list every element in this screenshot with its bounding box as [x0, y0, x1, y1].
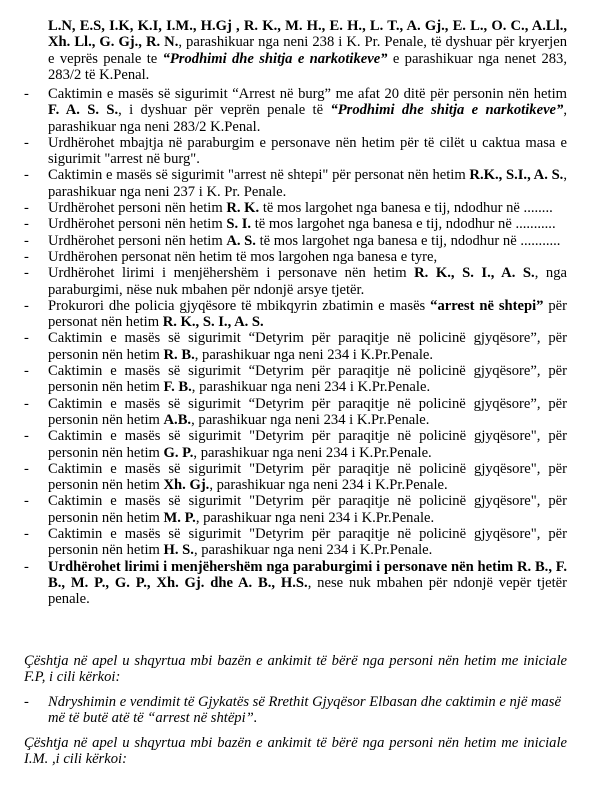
plain-text: , parashikuar nga neni 234 i K.Pr.Penale.: [193, 542, 433, 559]
bold-text: S. I.: [226, 216, 252, 233]
plain-text: , parashikuar nga neni 234 i K.Pr.Penale.: [194, 346, 434, 363]
list-bullet: -: [24, 265, 29, 282]
list-item-text: [48, 461, 567, 494]
list-bullet: -: [24, 493, 29, 510]
plain-text: Caktimin e masës së sigurimit "Detyrim për paraqitje në policinë gjyqësore", për personin nën hetim: [48, 460, 567, 494]
list-bullet: -: [24, 297, 29, 314]
appeal-fp-request-item: [0, 694, 607, 727]
crime-title: “Prodhimi dhe shitja e narkotikeve”: [330, 102, 564, 119]
list-item: [0, 330, 607, 363]
list-bullet: -: [24, 200, 29, 217]
list-item-text: [48, 493, 567, 526]
plain-text: Urdhërohet personi nën hetim: [48, 200, 227, 217]
list-item-text: [48, 200, 567, 216]
bold-text: R. K., S. I., A. S.: [414, 265, 535, 282]
bold-text: H. S.: [163, 542, 194, 559]
plain-text: Caktimin e masës së sigurimit “Detyrim për paraqitje në policinë gjyqësore”, për personin nën hetim: [48, 330, 567, 363]
list-item: [0, 461, 607, 494]
bold-text: “arrest në shtepi”: [430, 297, 544, 314]
list-item-text: [48, 135, 567, 168]
list-bullet: -: [24, 232, 29, 249]
list-bullet: -: [24, 167, 29, 184]
plain-text: Urdhërohen personat nën hetim të mos largohen nga banesa e tyre,: [48, 248, 438, 265]
plain-text: Urdhërohet personi nën hetim: [48, 216, 227, 233]
intro-text-1: , parashikuar nga neni 238 i K. Pr. Penale, të dyshuar për kryerjen e veprës penale te: [48, 34, 567, 67]
plain-text: , i dyshuar për veprën penale të: [118, 102, 331, 119]
crime-title: “Prodhimi dhe shitja e narkotikeve”: [162, 50, 388, 67]
list-item: [0, 216, 607, 232]
plain-text: , parashikuar nga neni 234 i K.Pr.Penale.: [193, 444, 432, 461]
plain-text: për personat nën hetim: [48, 297, 567, 331]
plain-text: Urdhërohet personi nën hetim: [48, 232, 227, 249]
list-item: [0, 200, 607, 216]
intro-text-2: e parashikuar nga nenet 283, 283/2 të K.Penal.: [48, 50, 567, 83]
list-item-text: [48, 559, 567, 608]
plain-text: , nga paraburgimi, nëse nuk mbahen për ndonjë arsye tjetër.: [48, 265, 567, 298]
list-item-text: [48, 167, 567, 200]
plain-text: , parashikuar nga neni 237 i K. Pr. Penale.: [48, 167, 567, 200]
list-bullet: -: [24, 330, 29, 347]
list-item: [0, 526, 607, 559]
plain-text: Caktimin e masës së sigurimit “Arrest në burg” me afat 20 ditë për personin nën hetim: [48, 86, 567, 102]
list-item-text: [48, 428, 567, 461]
list-bullet: -: [24, 363, 29, 380]
plain-text: Caktimin e masës së sigurimit “Detyrim për paraqitje në policinë gjyqësore”, për personin nën hetim: [48, 363, 567, 396]
bold-text: A.B.: [163, 411, 192, 428]
list-item: [0, 135, 607, 168]
list-bullet: -: [24, 428, 29, 445]
appeal-im-heading: Çështja në apel u shqyrtua mbi bazën e ankimit të bërë nga personi nën hetim me iniciale I.M. ,i cili kërkoi:: [24, 735, 567, 768]
bold-text: F. A. S. S.: [48, 102, 119, 119]
plain-text: , parashikuar nga neni 234 i K.Pr.Penale.: [191, 379, 431, 396]
list-item-text: [48, 216, 567, 232]
list-item-text: [48, 233, 567, 249]
plain-text: Prokurori dhe policia gjyqësore të mbikqyrin zbatimin e masës: [48, 297, 431, 314]
plain-text: , parashikuar nga neni 234 i K.Pr.Penale.: [209, 477, 448, 494]
plain-text: , parashikuar nga neni 234 i K.Pr.Penale.: [195, 509, 435, 526]
list-item: [0, 249, 607, 265]
plain-text: , parashikuar nga neni 283/2 K.Penal.: [48, 102, 567, 135]
suspect-names: L.N, E.S, I.K, K.I, I.M., H.Gj , R. K., M. H., E. H., L. T., A. Gj., E. L., O. C., A.Ll., Xh. Ll., G. Gj., R. N.: [48, 18, 567, 51]
bold-text: R. K., S. I., A. S.: [162, 314, 264, 331]
bold-text: G. P.: [163, 444, 194, 461]
list-item: [0, 86, 607, 135]
plain-text: Caktimin e masës së sigurimit "Detyrim për paraqitje në policinë gjyqësore", për personin nën hetim: [48, 493, 567, 526]
list-bullet: -: [24, 526, 29, 543]
bold-text: Urdhërohet lirimi i menjëhershëm nga paraburgimi i personave nën hetim R. B., F. B., M. P., G. P., Xh. Gj. dhe A. B., H.S.: [48, 558, 567, 591]
bold-text: Xh. Gj.: [163, 477, 210, 494]
bold-text: R.K., S.I., A. S.: [469, 167, 564, 184]
bold-text: M. P.: [163, 509, 196, 526]
list-item: [0, 559, 607, 608]
list-bullet: -: [24, 134, 29, 151]
list-item: [0, 298, 607, 331]
list-item-text: [48, 363, 567, 396]
list-item-text: [48, 249, 567, 265]
list-item-text: [48, 330, 567, 363]
list-bullet: -: [24, 395, 29, 412]
list-item-text: [48, 265, 567, 298]
list-item-text: [48, 396, 567, 429]
list-item: [0, 363, 607, 396]
list-item: [0, 428, 607, 461]
appeal-fp-heading: Çështja në apel u shqyrtua mbi bazën e ankimit të bërë nga personi nën hetim me iniciale F.P, i cili kërkoi:: [24, 653, 567, 686]
plain-text: Urdhërohet mbajtja në paraburgim e personave nën hetim për të cilët u caktua masa e sigurimit "arrest në burg".: [48, 134, 567, 168]
plain-text: Urdhërohet lirimi i menjëhershëm i personave nën hetim: [48, 265, 415, 282]
bold-text: R. B.: [163, 346, 195, 363]
list-bullet: -: [24, 460, 29, 477]
list-bullet: -: [24, 248, 29, 265]
list-item: [0, 493, 607, 526]
decision-list: [0, 86, 607, 608]
list-item: [0, 396, 607, 429]
list-item: [0, 167, 607, 200]
plain-text: Caktimin e masës së sigurimit "arrest në shtepi" për personat nën hetim: [48, 167, 470, 184]
intro-paragraph: [48, 18, 567, 83]
plain-text: të mos largohet nga banesa e tij, ndodhur në ...........: [255, 232, 561, 249]
list-bullet: -: [24, 558, 29, 575]
list-item-text: [48, 298, 567, 331]
bold-text: A. S.: [226, 232, 256, 249]
bold-text: F. B.: [163, 379, 192, 396]
plain-text: të mos largohet nga banesa e tij, ndodhur në ...........: [251, 216, 556, 233]
plain-text: të mos largohet nga banesa e tij, ndodhur në ........: [259, 200, 553, 217]
list-bullet: -: [24, 694, 29, 710]
plain-text: Caktimin e masës së sigurimit “Detyrim për paraqitje në policinë gjyqësore”, për personin nën hetim: [48, 395, 567, 428]
plain-text: Caktimin e masës së sigurimit "Detyrim për paraqitje në policinë gjyqësore", për personin nën hetim: [48, 526, 567, 559]
list-bullet: -: [24, 216, 29, 233]
appeal-fp-request: Ndryshimin e vendimit të Gjykatës së Rrethit Gjyqësor Elbasan dhe caktimin e një masë më të butë atë të “arrest në shtëpi”.: [48, 694, 561, 727]
plain-text: , parashikuar nga neni 234 i K.Pr.Penale.: [191, 411, 430, 428]
plain-text: Caktimin e masës së sigurimit "Detyrim për paraqitje në policinë gjyqësore", për personin nën hetim: [48, 428, 567, 461]
list-item-text: [48, 86, 567, 135]
list-item: [0, 233, 607, 249]
list-item-text: [48, 526, 567, 559]
plain-text: , nese nuk mbahen për ndonjë vepër tjetër penale.: [48, 574, 567, 608]
list-bullet: -: [24, 86, 29, 102]
list-item: [0, 265, 607, 298]
bold-text: R. K.: [226, 200, 260, 217]
